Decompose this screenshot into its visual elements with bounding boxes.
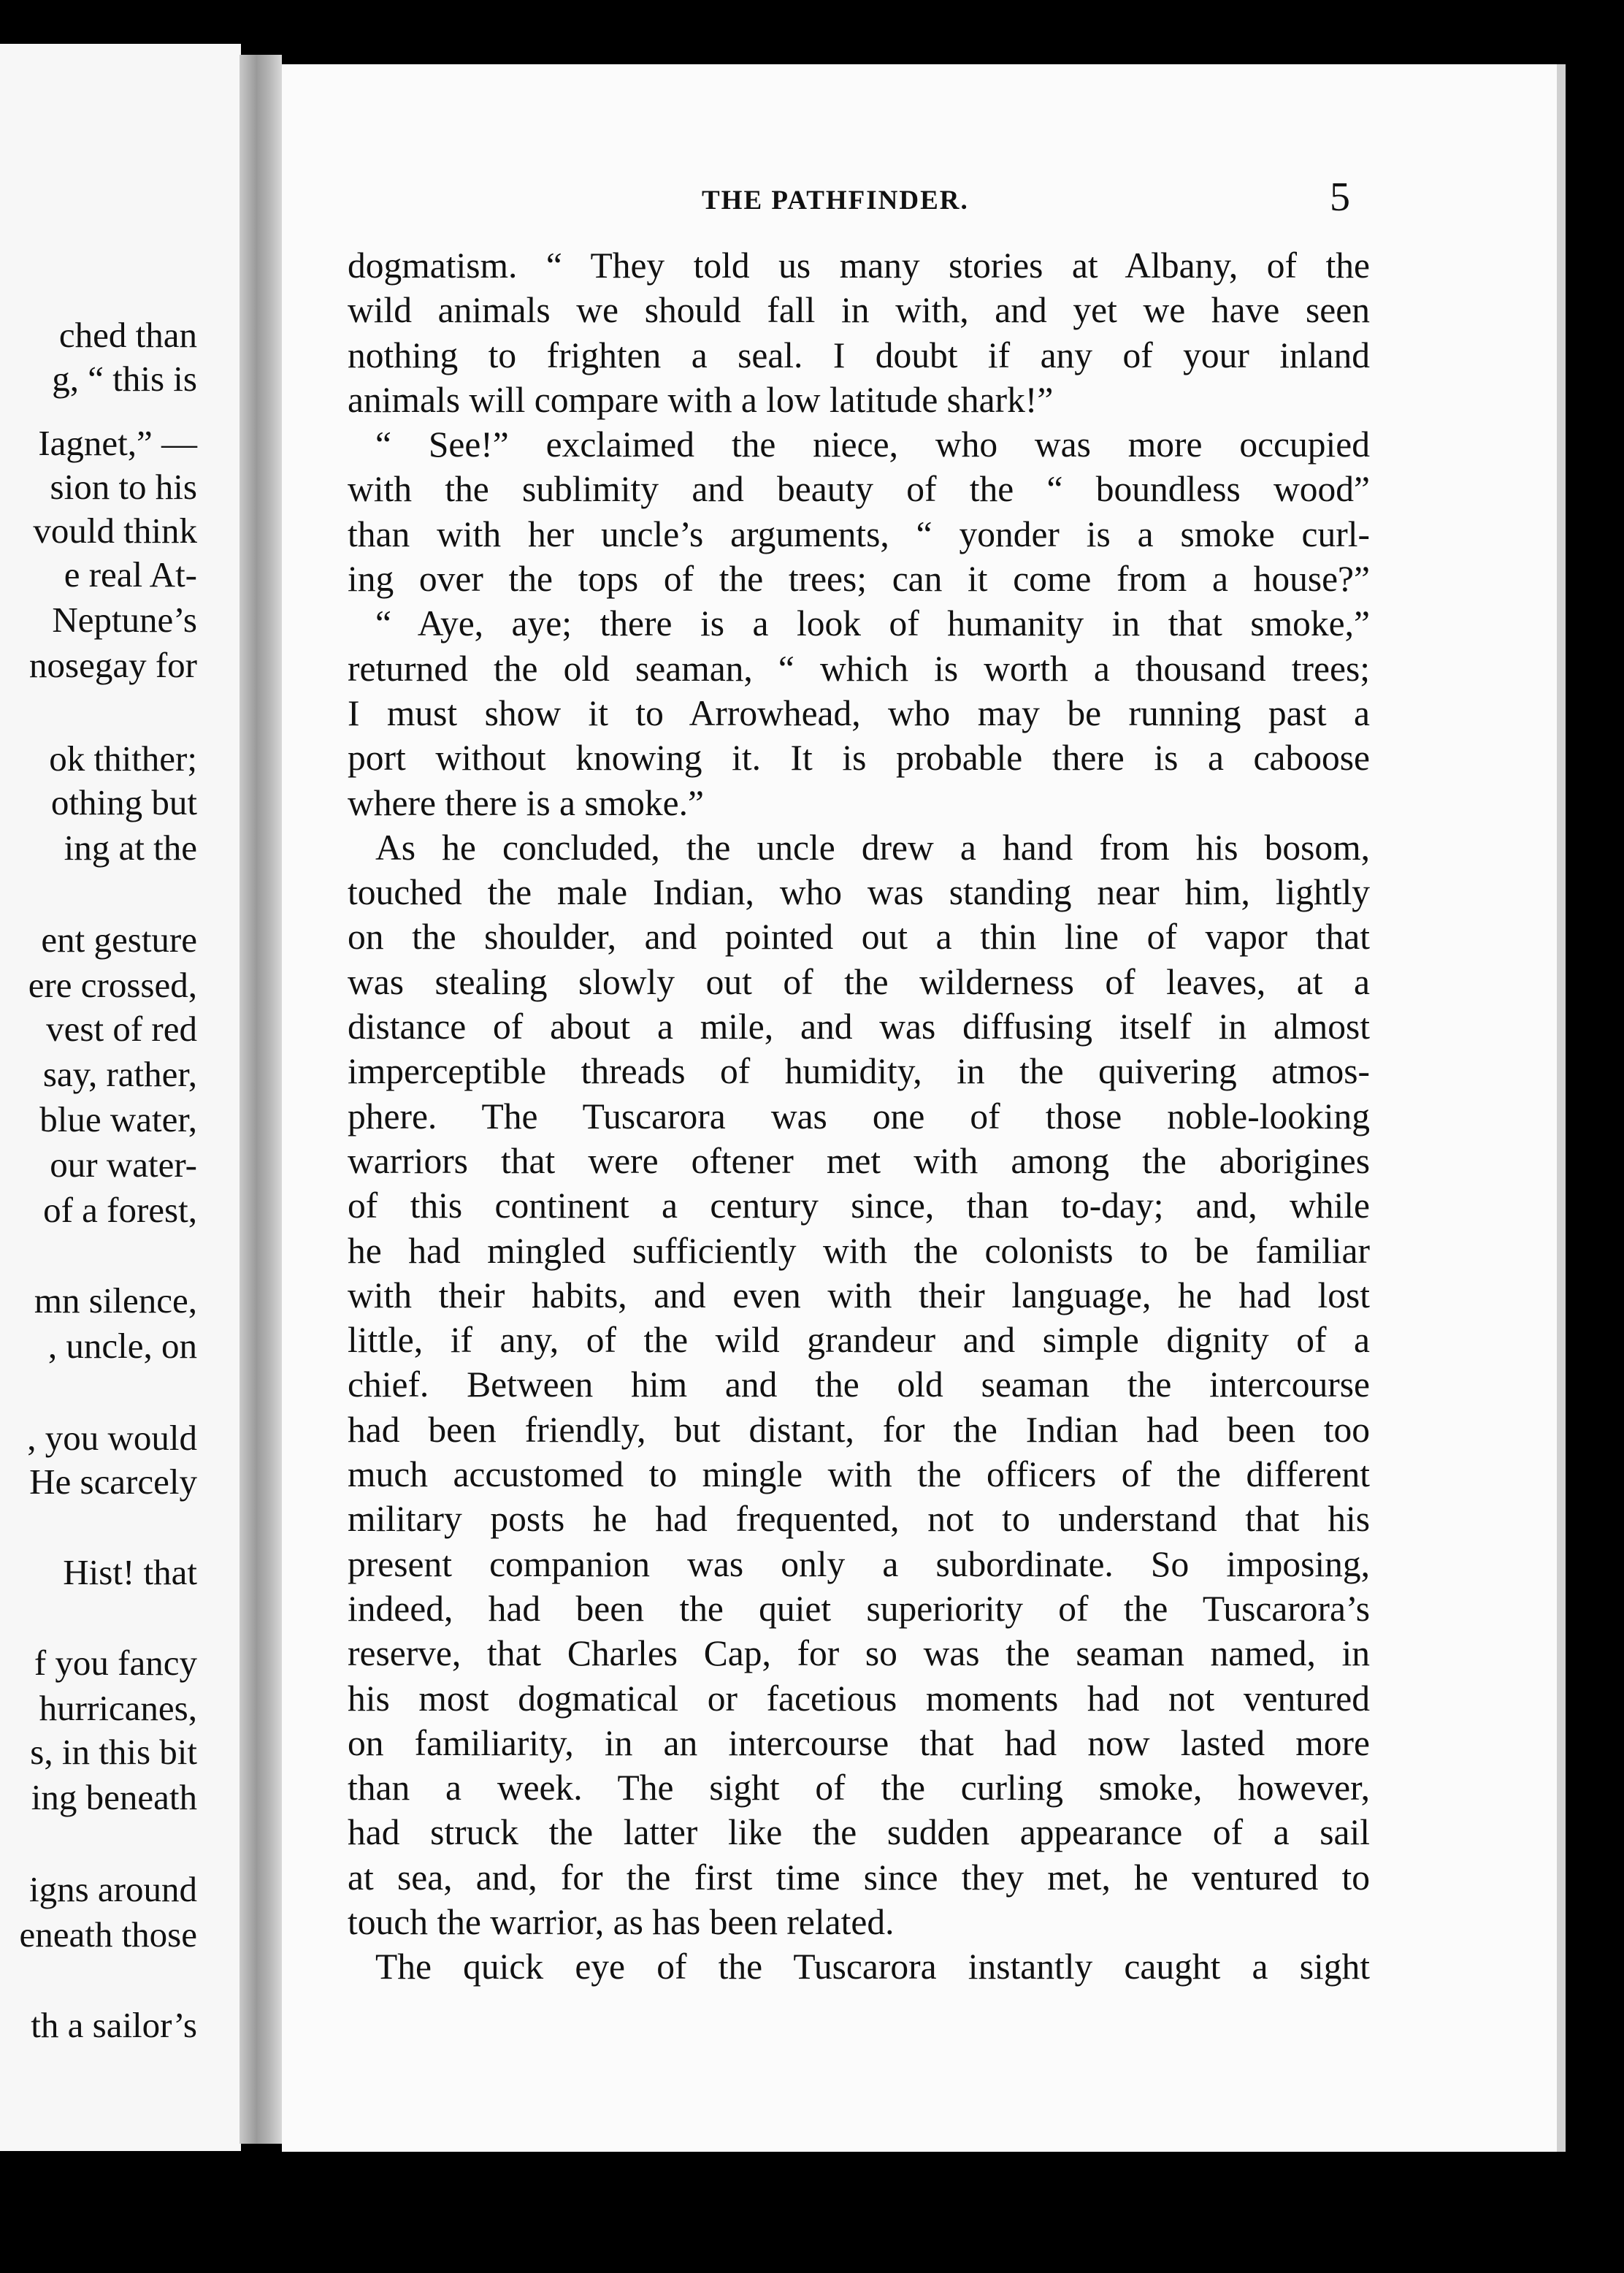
- text-line: nothing to frighten a seal. I doubt if any of your inland: [348, 335, 1370, 375]
- left-line: mn silence,: [34, 1280, 197, 1321]
- text-line: military posts he had frequented, not to understand that his: [348, 1499, 1370, 1540]
- left-line: ing beneath: [31, 1777, 197, 1817]
- text-line: at sea, and, for the first time since they met, he ventured to: [348, 1857, 1370, 1898]
- text-line: phere. The Tuscarora was one of those noble-looking: [348, 1096, 1370, 1136]
- left-line: Iagnet,” —: [38, 423, 197, 463]
- text-line: with the sublimity and beauty of the “ boundless wood”: [348, 469, 1370, 510]
- left-line: ere crossed,: [28, 965, 197, 1005]
- text-line: “ Aye, aye; there is a look of humanity in that smoke,”: [375, 603, 1370, 644]
- left-line: sion to his: [50, 467, 197, 507]
- left-line: , uncle, on: [47, 1326, 197, 1366]
- left-line: hurricanes,: [39, 1688, 197, 1728]
- left-line: ing at the: [64, 828, 197, 868]
- left-line: ok thither;: [49, 738, 197, 779]
- text-line: little, if any, of the wild grandeur and simple dignity of a: [348, 1320, 1370, 1361]
- text-line: dogmatism. “ They told us many stories at Albany, of the: [348, 245, 1370, 286]
- text-line: on the shoulder, and pointed out a thin line of vapor that: [348, 917, 1370, 958]
- text-line: his most dogmatical or facetious moments had not ventured: [348, 1678, 1370, 1719]
- text-line: present companion was only a subordinate. So imposing,: [348, 1543, 1370, 1584]
- text-line: than a week. The sight of the curling smoke, however,: [348, 1768, 1370, 1808]
- text-line: distance of about a mile, and was diffusing itself in almost: [348, 1006, 1370, 1047]
- text-line: had struck the latter like the sudden appearance of a sail: [348, 1812, 1370, 1853]
- text-line: touch the warrior, as has been related.: [348, 1901, 895, 1942]
- left-line: , you would: [27, 1418, 197, 1458]
- text-line: had been friendly, but distant, for the Indian had been too: [348, 1409, 1370, 1450]
- left-line: He scarcely: [29, 1462, 197, 1502]
- text-line: touched the male Indian, who was standing near him, lightly: [348, 872, 1370, 913]
- text-line: much accustomed to mingle with the officers of the different: [348, 1454, 1370, 1495]
- body-text: [348, 243, 1370, 1990]
- left-line: e real At-: [64, 554, 197, 595]
- running-head: THE PATHFINDER.: [702, 186, 969, 215]
- left-line: vould think: [33, 511, 197, 551]
- text-line: was stealing slowly out of the wilderness of leaves, at a: [348, 961, 1370, 1002]
- text-line: imperceptible threads of humidity, in the quivering atmos-: [348, 1051, 1370, 1092]
- left-line: ched than: [58, 315, 197, 355]
- text-line: ing over the tops of the trees; can it come from a house?”: [348, 559, 1370, 600]
- left-line: g, “ this is: [52, 359, 197, 399]
- text-line: he had mingled sufficiently with the colonists to be familiar: [348, 1230, 1370, 1271]
- text-line: indeed, had been the quiet superiority of the Tuscarora’s: [348, 1588, 1370, 1629]
- left-line: blue water,: [39, 1099, 197, 1139]
- text-line: As he concluded, the uncle drew a hand from his bosom,: [375, 827, 1370, 868]
- left-line: nosegay for: [29, 645, 197, 685]
- text-line: animals will compare with a low latitude shark!”: [348, 379, 1054, 420]
- left-line: ent gesture: [41, 920, 197, 960]
- text-line: of this continent a century since, than to-day; and, while: [348, 1185, 1370, 1226]
- left-line: Hist! that: [63, 1552, 197, 1592]
- left-line: eneath those: [19, 1914, 197, 1955]
- left-line: othing but: [50, 782, 197, 822]
- left-line: s, in this bit: [30, 1732, 197, 1772]
- left-line: f you fancy: [34, 1643, 197, 1683]
- text-line: chief. Between him and the old seaman the intercourse: [348, 1364, 1370, 1405]
- left-line: say, rather,: [42, 1054, 197, 1094]
- text-line: port without knowing it. It is probable there is a caboose: [348, 738, 1370, 779]
- text-line: “ See!” exclaimed the niece, who was more occupied: [375, 424, 1370, 465]
- left-line: igns around: [29, 1869, 197, 1909]
- left-line: vest of red: [46, 1009, 197, 1049]
- left-line: of a forest,: [43, 1190, 197, 1230]
- book-gutter: [240, 55, 282, 2144]
- text-line: warriors that were oftener met with among the aborigines: [348, 1140, 1370, 1181]
- left-line: our water-: [50, 1145, 197, 1185]
- left-page: [0, 44, 241, 2151]
- text-line: where there is a smoke.”: [348, 782, 704, 823]
- text-line: wild animals we should fall in with, and yet we have seen: [348, 290, 1370, 331]
- page-number: 5: [1330, 175, 1350, 220]
- left-line: th a sailor’s: [31, 2005, 197, 2045]
- left-line: Neptune’s: [52, 600, 197, 640]
- text-line: returned the old seaman, “ which is worth a thousand trees;: [348, 648, 1370, 689]
- text-line: reserve, that Charles Cap, for so was the seaman named, in: [348, 1633, 1370, 1674]
- text-line: than with her uncle’s arguments, “ yonder is a smoke curl-: [348, 513, 1370, 554]
- text-line: with their habits, and even with their language, he had lost: [348, 1275, 1370, 1315]
- right-page: [282, 64, 1562, 2152]
- text-line: on familiarity, in an intercourse that had now lasted more: [348, 1722, 1370, 1763]
- text-line: I must show it to Arrowhead, who may be running past a: [348, 692, 1370, 733]
- page-edge: [1557, 64, 1566, 2152]
- text-line: The quick eye of the Tuscarora instantly caught a sight: [375, 1947, 1370, 1987]
